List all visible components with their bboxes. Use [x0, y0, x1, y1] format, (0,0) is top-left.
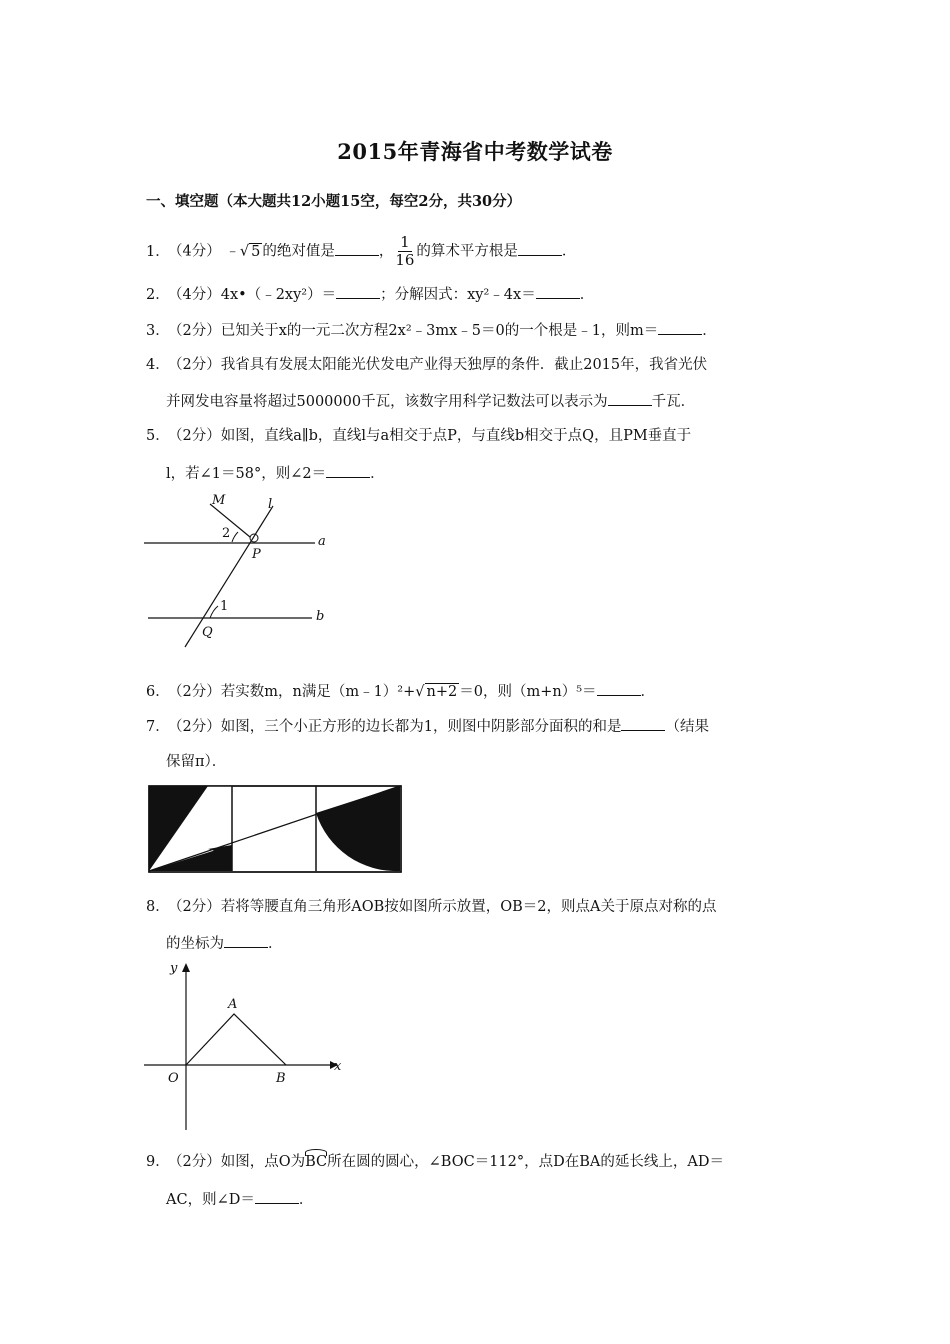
label-Q: Q	[202, 625, 213, 640]
figure-three-squares	[148, 785, 404, 875]
question-5: 5．（2分）如图，直线a∥b，直线l与a相交于点P，与直线b相交于点Q，且PM垂直于	[146, 428, 692, 444]
label-x: x	[334, 1059, 342, 1074]
question-4-cont: 并网发电容量将超过5000000千瓦，该数字用科学记数法可以表示为 千瓦．	[166, 391, 695, 412]
answer-blank[interactable]	[336, 284, 380, 299]
answer-blank[interactable]	[597, 681, 641, 696]
question-6: 6．（2分）若实数m，n满足（m﹣1）²+√ n+2 ＝0，则（m+n）⁵＝ ．	[146, 681, 655, 702]
answer-blank[interactable]	[608, 391, 652, 406]
answer-blank[interactable]	[621, 716, 665, 731]
fraction: $\frac{1}{16}$	[395, 233, 415, 269]
question-1: 1．（4分） ﹣√ 5 的绝对值是 ， $\frac{1}{16}$ 的算术平方根是 ．	[146, 233, 577, 269]
question-8-cont: 的坐标为 ．	[166, 933, 283, 954]
answer-blank[interactable]	[255, 1189, 299, 1204]
page-title: 2015年青海省中考数学试卷	[337, 139, 613, 164]
question-8: 8．（2分）若将等腰直角三角形AOB按如图所示放置，OB＝2，则点A关于原点对称的点	[146, 899, 717, 915]
label-A: A	[228, 997, 238, 1012]
answer-blank[interactable]	[518, 241, 562, 256]
question-7: 7．（2分）如图，三个小正方形的边长都为1，则图中阴影部分面积的和是 （结果	[146, 716, 709, 737]
label-b: b	[316, 609, 325, 624]
label-y: y	[170, 961, 178, 976]
label-P: P	[252, 547, 261, 562]
question-3: 3．（2分）已知关于x的一元二次方程2x²﹣3mx﹣5＝0的一个根是﹣1，则m＝ ．	[146, 320, 717, 341]
label-1: 1	[220, 599, 229, 614]
label-a: a	[318, 534, 326, 549]
right-angle-mark	[250, 534, 258, 542]
answer-blank[interactable]	[326, 463, 370, 478]
label-M: M	[212, 493, 226, 508]
figure-parallel-lines	[140, 490, 340, 650]
label-O: O	[168, 1071, 179, 1086]
angle-1-arc	[210, 606, 218, 618]
label-2: 2	[222, 526, 231, 541]
question-4: 4．（2分）我省具有发展太阳能光伏发电产业得天独厚的条件．截止2015年，我省光伏	[146, 357, 708, 373]
arc-bc: BC	[305, 1154, 328, 1170]
triangle-aob	[186, 1014, 286, 1065]
question-5-cont: l，若∠1＝58°，则∠2＝ ．	[166, 463, 385, 484]
answer-blank[interactable]	[335, 241, 379, 256]
figure-coordinate-triangle	[140, 958, 350, 1133]
question-2: 2．（4分）4x•（﹣2xy²）＝ ；分解因式：xy²﹣4x＝ ．	[146, 284, 594, 305]
section-heading: 一、填空题（本大题共12小题15空，每空2分，共30分）	[146, 193, 522, 210]
answer-blank[interactable]	[658, 320, 702, 335]
angle-2-arc	[232, 532, 238, 542]
answer-blank[interactable]	[224, 933, 268, 948]
label-B: B	[276, 1071, 286, 1086]
question-9: 9．（2分）如图，点O为BC所在圆的圆心，∠BOC＝112°，点D在BA的延长线上，AD＝	[146, 1154, 724, 1170]
answer-blank[interactable]	[536, 284, 580, 299]
question-9-cont: AC，则∠D＝ ．	[166, 1189, 313, 1210]
label-l: l	[268, 497, 273, 512]
question-7-cont: 保留π）．	[166, 754, 227, 770]
